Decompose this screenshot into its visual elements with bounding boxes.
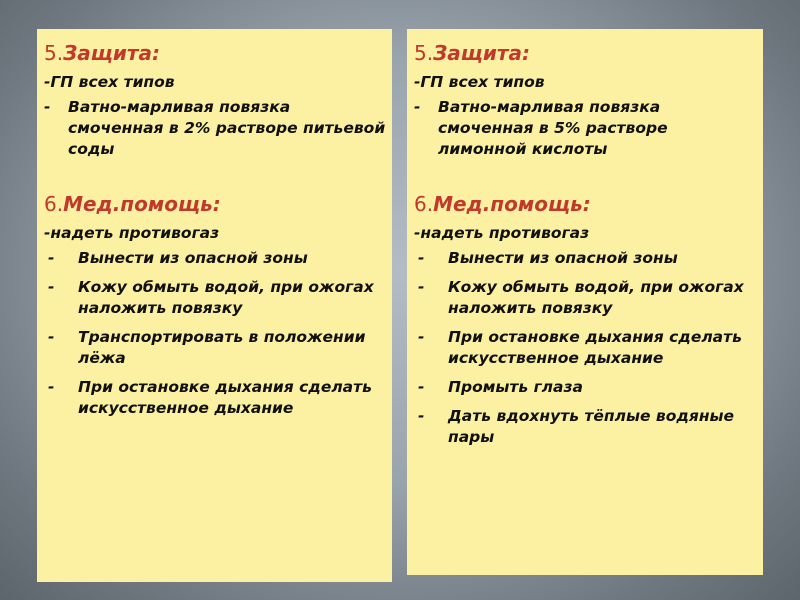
right-panel (407, 29, 763, 575)
bullet-marker: - (48, 328, 55, 346)
list-item (44, 277, 386, 319)
heading-number: 6. (44, 192, 64, 216)
heading-text: Защита: (63, 41, 161, 65)
medical-steps-list (44, 248, 386, 419)
list-item-text: При остановке дыхания сделать искусственное дыхание (448, 328, 742, 367)
bullet-marker: - (418, 328, 425, 346)
list-item-text: Дать вдохнуть тёплые водяные пары (448, 407, 735, 446)
list-item-text: Промыть глаза (448, 378, 583, 396)
dash-marker: - (414, 98, 421, 116)
list-item-text: При остановке дыхания сделать искусственное дыхание (78, 378, 372, 417)
list-item-text: Вынести из опасной зоны (448, 249, 678, 267)
medical-lead-line: -надеть противогаз (44, 224, 220, 242)
heading-text: Защита: (433, 41, 531, 65)
bullet-marker: - (418, 407, 425, 425)
protection-heading (414, 38, 757, 68)
bullet-marker: - (48, 378, 55, 396)
protection-line-gas-masks: -ГП всех типов (44, 73, 175, 91)
list-item (44, 248, 386, 269)
heading-number: 5. (44, 41, 64, 65)
list-item (414, 277, 757, 319)
heading-text: Мед.помощь: (63, 192, 221, 216)
list-item-text: Кожу обмыть водой, при ожогах наложить повязку (78, 278, 374, 317)
list-item (44, 377, 386, 419)
list-item-text: Кожу обмыть водой, при ожогах наложить повязку (448, 278, 744, 317)
list-item (414, 248, 757, 269)
list-item-text: Вынести из опасной зоны (78, 249, 308, 267)
bullet-marker: - (418, 249, 425, 267)
list-item (414, 377, 757, 398)
bullet-marker: - (48, 249, 55, 267)
heading-number: 6. (414, 192, 434, 216)
bullet-marker: - (418, 378, 425, 396)
list-item-text: Транспортировать в положении лёжа (78, 328, 366, 367)
medical-lead-line: -надеть противогаз (414, 224, 590, 242)
bandage-text: Ватно-марливая повязка смоченная в 2% растворе питьевой соды (68, 98, 386, 158)
left-panel (37, 29, 392, 582)
protection-heading (44, 38, 386, 68)
list-item (414, 327, 757, 369)
protection-line-gas-masks: -ГП всех типов (414, 73, 545, 91)
heading-number: 5. (414, 41, 434, 65)
bullet-marker: - (418, 278, 425, 296)
medical-heading (414, 189, 757, 219)
medical-heading (44, 189, 386, 219)
medical-steps-list (414, 248, 757, 448)
protection-line-bandage (414, 97, 757, 160)
heading-text: Мед.помощь: (433, 192, 591, 216)
list-item (414, 406, 757, 448)
bandage-text: Ватно-марливая повязка смоченная в 5% растворе лимонной кислоты (438, 98, 668, 158)
bullet-marker: - (48, 278, 55, 296)
list-item (44, 327, 386, 369)
dash-marker: - (44, 98, 51, 116)
protection-line-bandage (44, 97, 386, 160)
